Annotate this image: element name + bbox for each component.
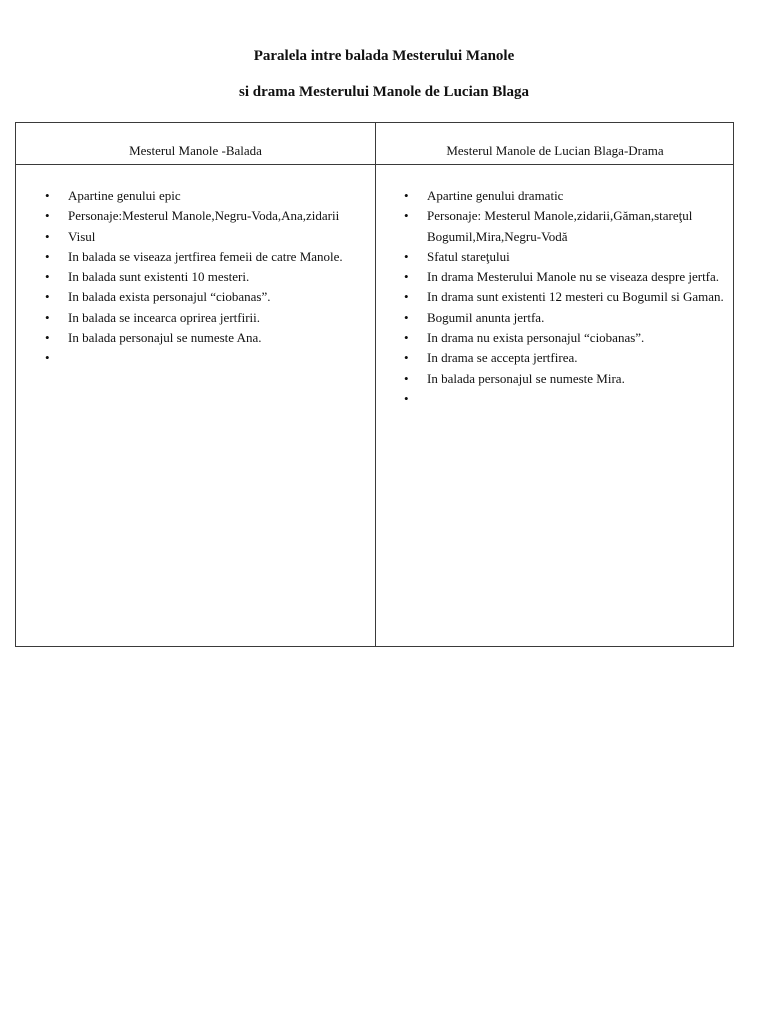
- list-item: • In balada sunt existenti 10 mesteri.: [68, 267, 343, 287]
- column-divider: [375, 123, 376, 646]
- list-item: • In drama sunt existenti 12 mesteri cu Bogumil si Gaman.: [427, 287, 737, 307]
- list-item: • Visul: [68, 227, 343, 247]
- comparison-table: [15, 122, 734, 647]
- title-line-2: si drama Mesterului Manole de Lucian Blaga: [239, 84, 529, 100]
- list-item: • In drama se accepta jertfirea.: [427, 348, 737, 368]
- document-title: [0, 46, 768, 102]
- list-item: • Sfatul stareţului: [427, 247, 737, 267]
- list-item: • In drama nu exista personajul “ciobanas”.: [427, 328, 737, 348]
- list-item: • Apartine genului dramatic: [427, 186, 737, 206]
- right-column-header: Mesterul Manole de Lucian Blaga-Drama: [446, 143, 664, 158]
- list-item: • Personaje: Mesterul Manole,zidarii,Găman,stareţul Bogumil,Mira,Negru-Vodă: [427, 206, 737, 247]
- list-item: • Personaje:Mesterul Manole,Negru-Voda,Ana,zidarii: [68, 206, 343, 226]
- left-column-header: Mesterul Manole -Balada: [129, 143, 262, 158]
- header-divider: [16, 164, 733, 165]
- balada-bullet-list: [68, 186, 343, 369]
- drama-bullet-list: [427, 186, 737, 409]
- list-item: • Bogumil anunta jertfa.: [427, 308, 737, 328]
- list-item: • Apartine genului epic: [68, 186, 343, 206]
- list-item: • In drama Mesterului Manole nu se viseaza despre jertfa.: [427, 267, 737, 287]
- list-item: • In balada exista personajul “ciobanas”.: [68, 287, 343, 307]
- list-item: [427, 389, 737, 409]
- title-line-1: Paralela intre balada Mesterului Manole: [253, 48, 515, 64]
- list-item: • In balada personajul se numeste Mira.: [427, 369, 737, 389]
- list-item: • In balada personajul se numeste Ana.: [68, 328, 343, 348]
- list-item: • In balada se incearca oprirea jertfirii.: [68, 308, 343, 328]
- list-item: • In balada se viseaza jertfirea femeii de catre Manole.: [68, 247, 343, 267]
- list-item: [68, 348, 343, 368]
